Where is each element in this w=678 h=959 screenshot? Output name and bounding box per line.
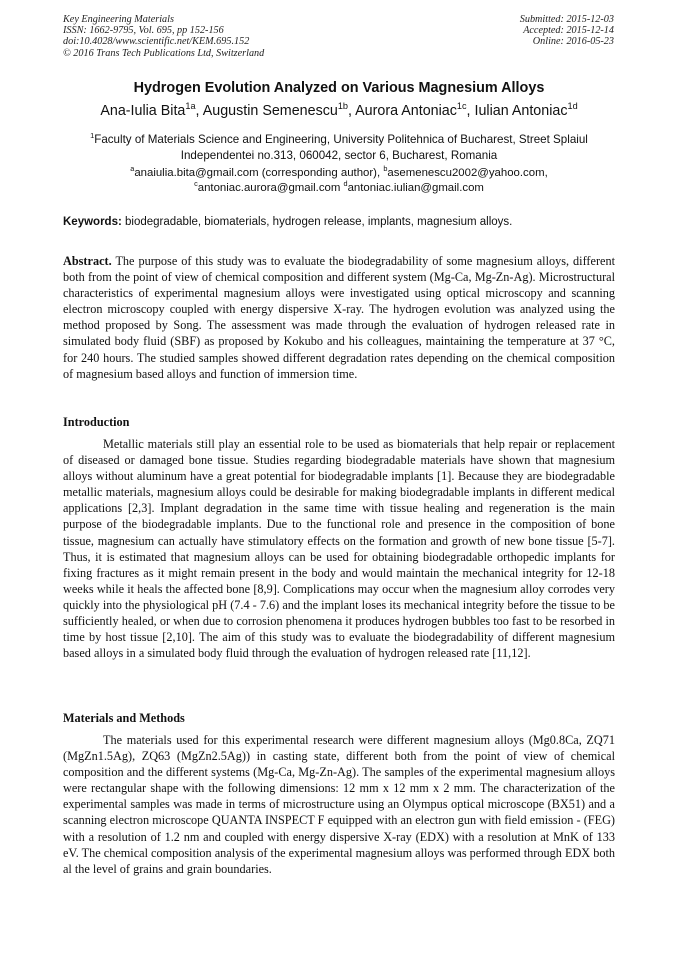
- author: Ana-Iulia Bita$^{1a}$: [100, 101, 196, 119]
- materials-methods-paragraph: The materials used for this experimental research were different magnesium alloys (Mg0.8Ca, ZQ71 (MgZn1.5Ag), ZQ63 (MgZn2.5Ag)) in casting state, different both from the point of view of chemical composition and the different systems (Mg-Ca, Mg-Zn-Ag). The samples of the experimental magnesium alloys were rectangular shape with the following dimensions: 12 mm x 12 mm x 2 mm. The characterization of the experimental samples was made in terms of microstructure using an Olympus optical microscope (BX51) and a scanning electron microscope QUANTA INSPECT F equipped with an electron gun with field emission - (FEG) with a resolution of 1.2 nm and coupled with energy dispersive X-ray (EDX) with a resolution at MnK of 133 eV. The chemical composition analysis of the experimental magnesium alloys was performed through EDX both al the level of grains and grain boundaries.: [63, 733, 615, 876]
- doi: doi:10.4028/www.scientific.net/KEM.695.152: [63, 36, 250, 48]
- author-emails: [60, 166, 618, 196]
- accepted-date: Accepted: 2015-12-14: [523, 25, 614, 37]
- abstract-label: Abstract.: [63, 254, 112, 268]
- author: Augustin Semenescu$^{1b}$: [202, 101, 348, 119]
- email: $^b$asemenescu2002@yahoo.com,: [383, 164, 548, 179]
- author: Iulian Antoniac$^{1d}$: [474, 101, 578, 119]
- abstract-text: The purpose of this study was to evaluate the biodegradability of some magnesium alloys, different both from the point of view of chemical composition and different system (Mg-Ca, Mg-Zn-Ag). Microstructural characteristics of experimental magnesium alloys were investigated using optical microscopy and scanning electron microscopy coupled with energy dispersive X-ray. The hydrogen evolution was analyzed using the method proposed by Song. The assessment was made through the evaluation of hydrogen released rate in simulated body fluid (SBF) as proposed by Kokubo and his colleagues, maintaining the temperature at 37 °C, for 240 hours. The studied samples showed different degradation rates depending on the chemical composition of magnesium based alloys and function of immersion time.: [63, 254, 615, 381]
- journal-name: Key Engineering Materials: [63, 14, 174, 25]
- publication-dates: [520, 14, 614, 48]
- paper-title: Hydrogen Evolution Analyzed on Various Magnesium Alloys: [133, 80, 545, 96]
- copyright: © 2016 Trans Tech Publications Ltd, Switzerland: [63, 47, 265, 59]
- submitted-date: Submitted: 2015-12-03: [519, 14, 614, 25]
- introduction-paragraph: Metallic materials still play an essential role to be used as biomaterials that help repair or replacement of diseased or damaged bone tissue. Studies regarding biodegradable materials have shown that magnesium alloys without aluminum have a great potential for biodegradable implants [1]. Because they are biodegradable metallic materials, magnesium alloys could be desirable for making biodegradable implants in different medical applications [2,3]. Implant degradation in the same time with tissue healing and regeneration is the main purpose of the biodegradable implants. Due to the functional role and presence in the composition of bone tissue, magnesium can actually have stimulatory effects on the formation and growth of new bone tissue [5-7]. Thus, it is estimated that magnesium alloys can be used for obtaining biodegradable orthopedic implants for fixing fractures as it might remain present in the body and would maintain the mechanical integrity for 12-18 weeks while it heals the affected bone [8,9]. Complications may occur when the magnesium alloy corrodes very quickly into the physiological pH (7.4 - 7.6) and the implant loses its mechanical integrity before the tissue to be sufficiently healed, or when due to corrosion phenomena it produces hydrogen bubbles too fast to be resorbed in time by host tissue [2,10]. The aim of this study was to evaluate the biodegradability of different magnesium based alloys in a simulated body fluid through the evaluation of hydrogen released rate [11,12].: [63, 437, 615, 661]
- email: $^d$antoniac.iulian@gmail.com: [343, 179, 484, 194]
- journal-info: [63, 14, 264, 59]
- email: $^c$antoniac.aurora@gmail.com: [194, 179, 341, 194]
- keywords-text: biodegradable, biomaterials, hydrogen release, implants, magnesium alloys.: [125, 216, 513, 228]
- email: $^a$anaiulia.bita@gmail.com (corresponding author),: [130, 164, 381, 179]
- issn: ISSN: 1662-9795, Vol. 695, pp 152-156: [63, 25, 224, 37]
- affiliation: $^1$Faculty of Materials Science and Engineering, University Politehnica of Bucharest, Street Splaiul Independentei no.313, 060042, sector 6, Bucharest, Romania: [90, 131, 588, 162]
- keywords-label: Keywords:: [63, 216, 122, 228]
- section-heading-introduction: Introduction: [63, 415, 130, 429]
- author-list: Ana-Iulia Bita$^{1a}$, Augustin Semenescu$^{1b}$, Aurora Antoniac$^{1c}$, Iulian Antoniac$^{1d}$: [100, 101, 578, 119]
- abstract: [63, 253, 615, 382]
- online-date: Online: 2016-05-23: [532, 36, 614, 48]
- section-heading-materials-methods: Materials and Methods: [63, 711, 185, 725]
- author: Aurora Antoniac$^{1c}$: [355, 101, 467, 119]
- keywords: [63, 216, 623, 228]
